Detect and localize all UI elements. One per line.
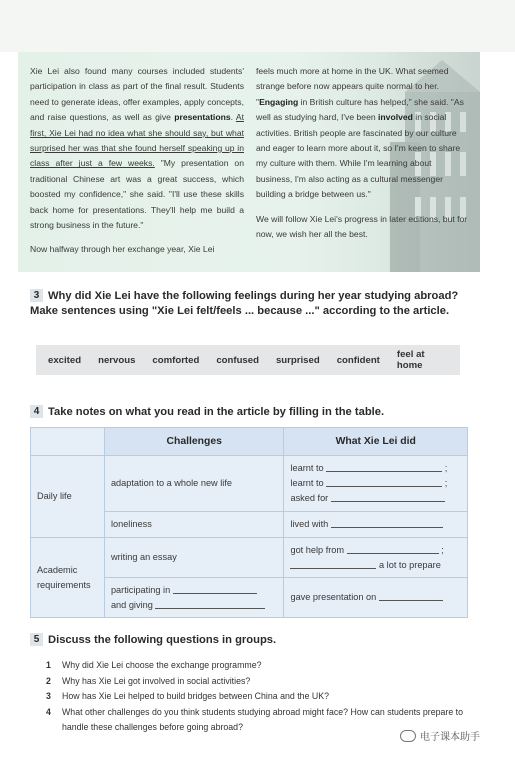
- question-5-number: 5: [30, 633, 43, 646]
- action-cell-essay: got help from ; a lot to prepare: [284, 538, 468, 578]
- discussion-item: 2 Why has Xie Lei got involved in social activities?: [46, 675, 251, 686]
- article-panel: [18, 52, 480, 272]
- answer-blank[interactable]: [173, 584, 257, 594]
- row-label-daily-life: Daily life: [31, 456, 105, 538]
- watermark: 电子课本助手: [400, 728, 480, 743]
- word-bank-item: surprised: [275, 354, 320, 366]
- word-bank-item: comforted: [152, 354, 200, 366]
- answer-blank[interactable]: [326, 477, 442, 487]
- action-cell-adaptation: learnt to ; learnt to ; asked for: [284, 456, 468, 512]
- word-bank-item: confident: [336, 354, 380, 366]
- challenge-adaptation: adaptation to a whole new life: [104, 456, 284, 512]
- challenge-participating: participating in and giving: [104, 578, 284, 618]
- article-left-column: Xie Lei also found many courses included students' participation in class as part of the final result. Students need to generate ideas, offer examples, apply concepts, and raise questions, as well as give presentations. At first, Xie Lei had no idea what she should say, but what surprised her was that she found herself speaking up in class after just a few weeks. "My presentation on traditional Chinese art was a great success, which boosted my confidence," she said. "I'll use these skills back home for presentations. They'll help me build a strong business in the future." Now halfway through her exchange year, Xie Lei: [30, 66, 244, 255]
- challenge-loneliness: loneliness: [104, 512, 284, 538]
- underlined-sentence: At first, Xie Lei had no idea what she should say, but what surprised her was that she found herself speaking up in class after just a few weeks.: [30, 112, 244, 169]
- discussion-item: 1 Why did Xie Lei choose the exchange programme?: [46, 660, 262, 670]
- answer-blank[interactable]: [331, 492, 445, 502]
- word-bank-item: feel at home: [396, 349, 425, 371]
- answer-blank[interactable]: [379, 591, 443, 601]
- word-bank: [36, 345, 460, 375]
- header-challenges: Challenges: [104, 428, 284, 456]
- wechat-icon: [400, 730, 416, 742]
- discussion-list: [46, 658, 476, 736]
- notes-table: [30, 427, 468, 618]
- question-4-number: 4: [30, 405, 43, 418]
- question-3-heading: 3 Why did Xie Lei have the following feelings during her year studying abroad? Make sentences using "Xie Lei felt/feels ... because ..." according to the article.: [30, 290, 459, 317]
- action-cell-loneliness: lived with: [284, 512, 468, 538]
- answer-blank[interactable]: [347, 544, 439, 554]
- answer-blank[interactable]: [155, 599, 265, 609]
- article-right-column: feels much more at home in the UK. What seemed strange before now appears quite normal to her. "Engaging in British culture has helped," she said. "As well as studying hard, I've been involved in social activities. British people are fascinated by our culture and eager to learn more about it, so I'm keen to share my culture with them. While I'm learning about business, I'm also acting as a cultural messenger building a bridge between us." We will follow Xie Lei's progress in later editions, but for now, we wish her all the best.: [256, 66, 468, 240]
- header-what-xie-lei-did: What Xie Lei did: [284, 428, 468, 456]
- top-band: [0, 0, 515, 52]
- row-label-academic: Academic requirements: [31, 538, 105, 618]
- discussion-item: 3 How has Xie Lei helped to build bridges between China and the UK?: [46, 691, 330, 702]
- word-bank-item: excited: [48, 354, 82, 366]
- answer-blank[interactable]: [326, 462, 442, 472]
- answer-blank[interactable]: [290, 559, 376, 569]
- question-4-heading: 4 Take notes on what you read in the article by filling in the table.: [30, 405, 384, 420]
- word-bank-item: nervous: [98, 354, 136, 366]
- discussion-item: 4 What other challenges do you think students studying abroad might face? How can students prepare to handle these challenges before going abroad?: [46, 706, 463, 733]
- answer-blank[interactable]: [331, 518, 443, 528]
- question-3-number: 3: [30, 289, 43, 302]
- word-bank-item: confused: [216, 354, 259, 366]
- challenge-essay: writing an essay: [104, 538, 284, 578]
- question-5-heading: 5 Discuss the following questions in groups.: [30, 633, 276, 648]
- action-cell-presentation: gave presentation on: [284, 578, 468, 618]
